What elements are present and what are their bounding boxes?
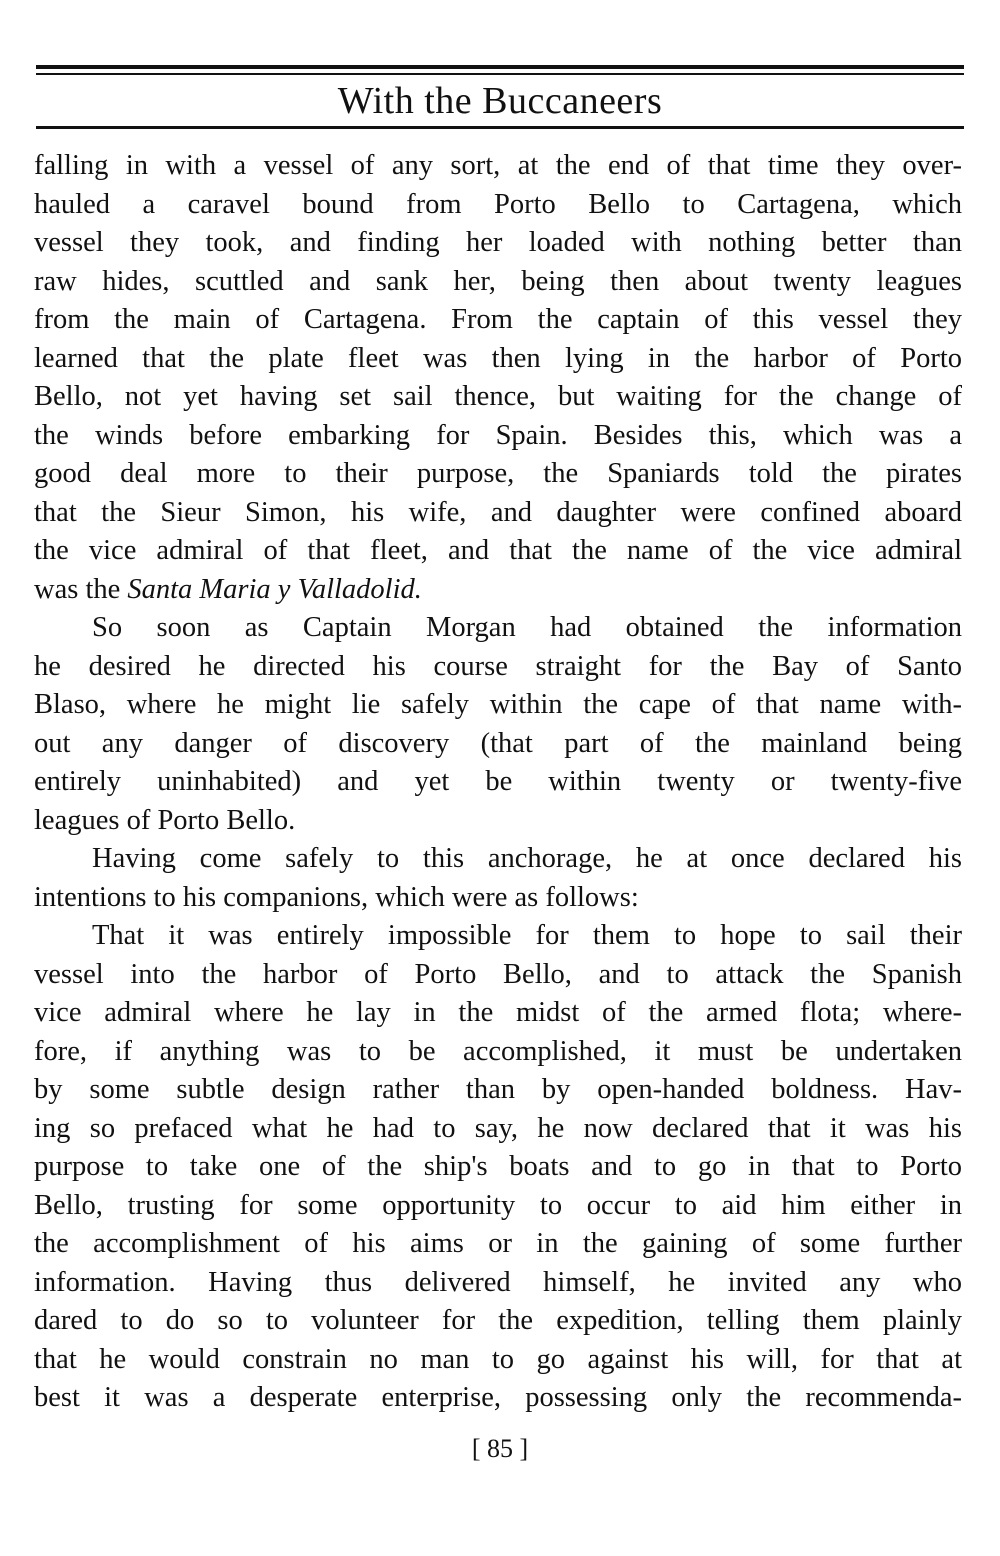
text-line: the accomplishment of his aims or in the gaining of some further — [34, 1228, 962, 1259]
text-line: fore, if anything was to be accomplished, it must be undertaken — [34, 1035, 962, 1067]
text-line: raw hides, scuttled and sank her, being then about twenty leagues — [34, 265, 962, 297]
text-line: good deal more to their purpose, the Spaniards told the pirates — [34, 458, 962, 489]
paragraph-4 — [34, 917, 962, 1418]
header-rule-bottom — [36, 126, 964, 129]
text-line: that he would constrain no man to go against his will, for that at — [34, 1343, 962, 1375]
text-line: Blaso, where he might lie safely within the cape of that name with- — [34, 689, 962, 720]
text-line: dared to do so to volunteer for the expedition, telling them plainly — [34, 1305, 962, 1336]
text-line: So soon as Captain Morgan had obtained the information — [92, 612, 962, 643]
ship-name: Santa Maria y Valladolid. — [127, 573, 422, 605]
text-line: information. Having thus delivered himself, he invited any who — [34, 1266, 962, 1298]
text-line: vessel they took, and finding her loaded with nothing better than — [34, 227, 962, 258]
text-line: Bello, trusting for some opportunity to occur to aid him either in — [34, 1189, 962, 1221]
text-line: Having come safely to this anchorage, he at once declared his — [92, 843, 962, 874]
text-fragment: was the — [34, 573, 128, 605]
text-line: best it was a desperate enterprise, possessing only the recommenda- — [34, 1382, 962, 1413]
text-line: the vice admiral of that fleet, and that the name of the vice admiral — [34, 535, 962, 566]
text-line: Bello, not yet having set sail thence, but waiting for the change of — [34, 381, 962, 412]
paragraph-2 — [34, 609, 962, 840]
text-line-last: intentions to his companions, which were as follows: — [34, 881, 639, 913]
text-line: out any danger of discovery (that part of the mainland being — [34, 727, 962, 759]
paragraph-1 — [34, 147, 962, 609]
text-line: hauled a caravel bound from Porto Bello to Cartagena, which — [34, 188, 962, 220]
header-rule-top-thin — [36, 73, 964, 75]
text-line: falling in with a vessel of any sort, at the end of that time they over- — [34, 150, 962, 181]
text-line: that the Sieur Simon, his wife, and daughter were confined aboard — [34, 496, 962, 528]
text-line: the winds before embarking for Spain. Besides this, which was a — [34, 419, 962, 451]
text-line: learned that the plate fleet was then lying in the harbor of Porto — [34, 342, 962, 374]
text-line: entirely uninhabited) and yet be within twenty or twenty-five — [34, 766, 962, 797]
page-number: [ 85 ] — [471, 1434, 529, 1463]
text-line: vessel into the harbor of Porto Bello, and to attack the Spanish — [34, 958, 962, 990]
text-line: ing so prefaced what he had to say, he now declared that it was his — [34, 1112, 962, 1144]
running-title: With the Buccaneers — [337, 80, 663, 122]
header-rule-top-thick — [36, 65, 964, 69]
text-line: from the main of Cartagena. From the captain of this vessel they — [34, 304, 962, 335]
text-line-last — [34, 571, 962, 610]
page-body — [34, 147, 962, 1418]
text-line: purpose to take one of the ship's boats and to go in that to Porto — [34, 1151, 962, 1182]
paragraph-3 — [34, 840, 962, 917]
text-line: by some subtle design rather than by open-handed boldness. Hav- — [34, 1074, 962, 1105]
text-line: That it was entirely impossible for them to hope to sail their — [92, 920, 962, 951]
text-line: vice admiral where he lay in the midst of the armed flota; where- — [34, 997, 962, 1028]
text-line-last: leagues of Porto Bello. — [34, 804, 296, 836]
text-line: he desired he directed his course straight for the Bay of Santo — [34, 650, 962, 682]
